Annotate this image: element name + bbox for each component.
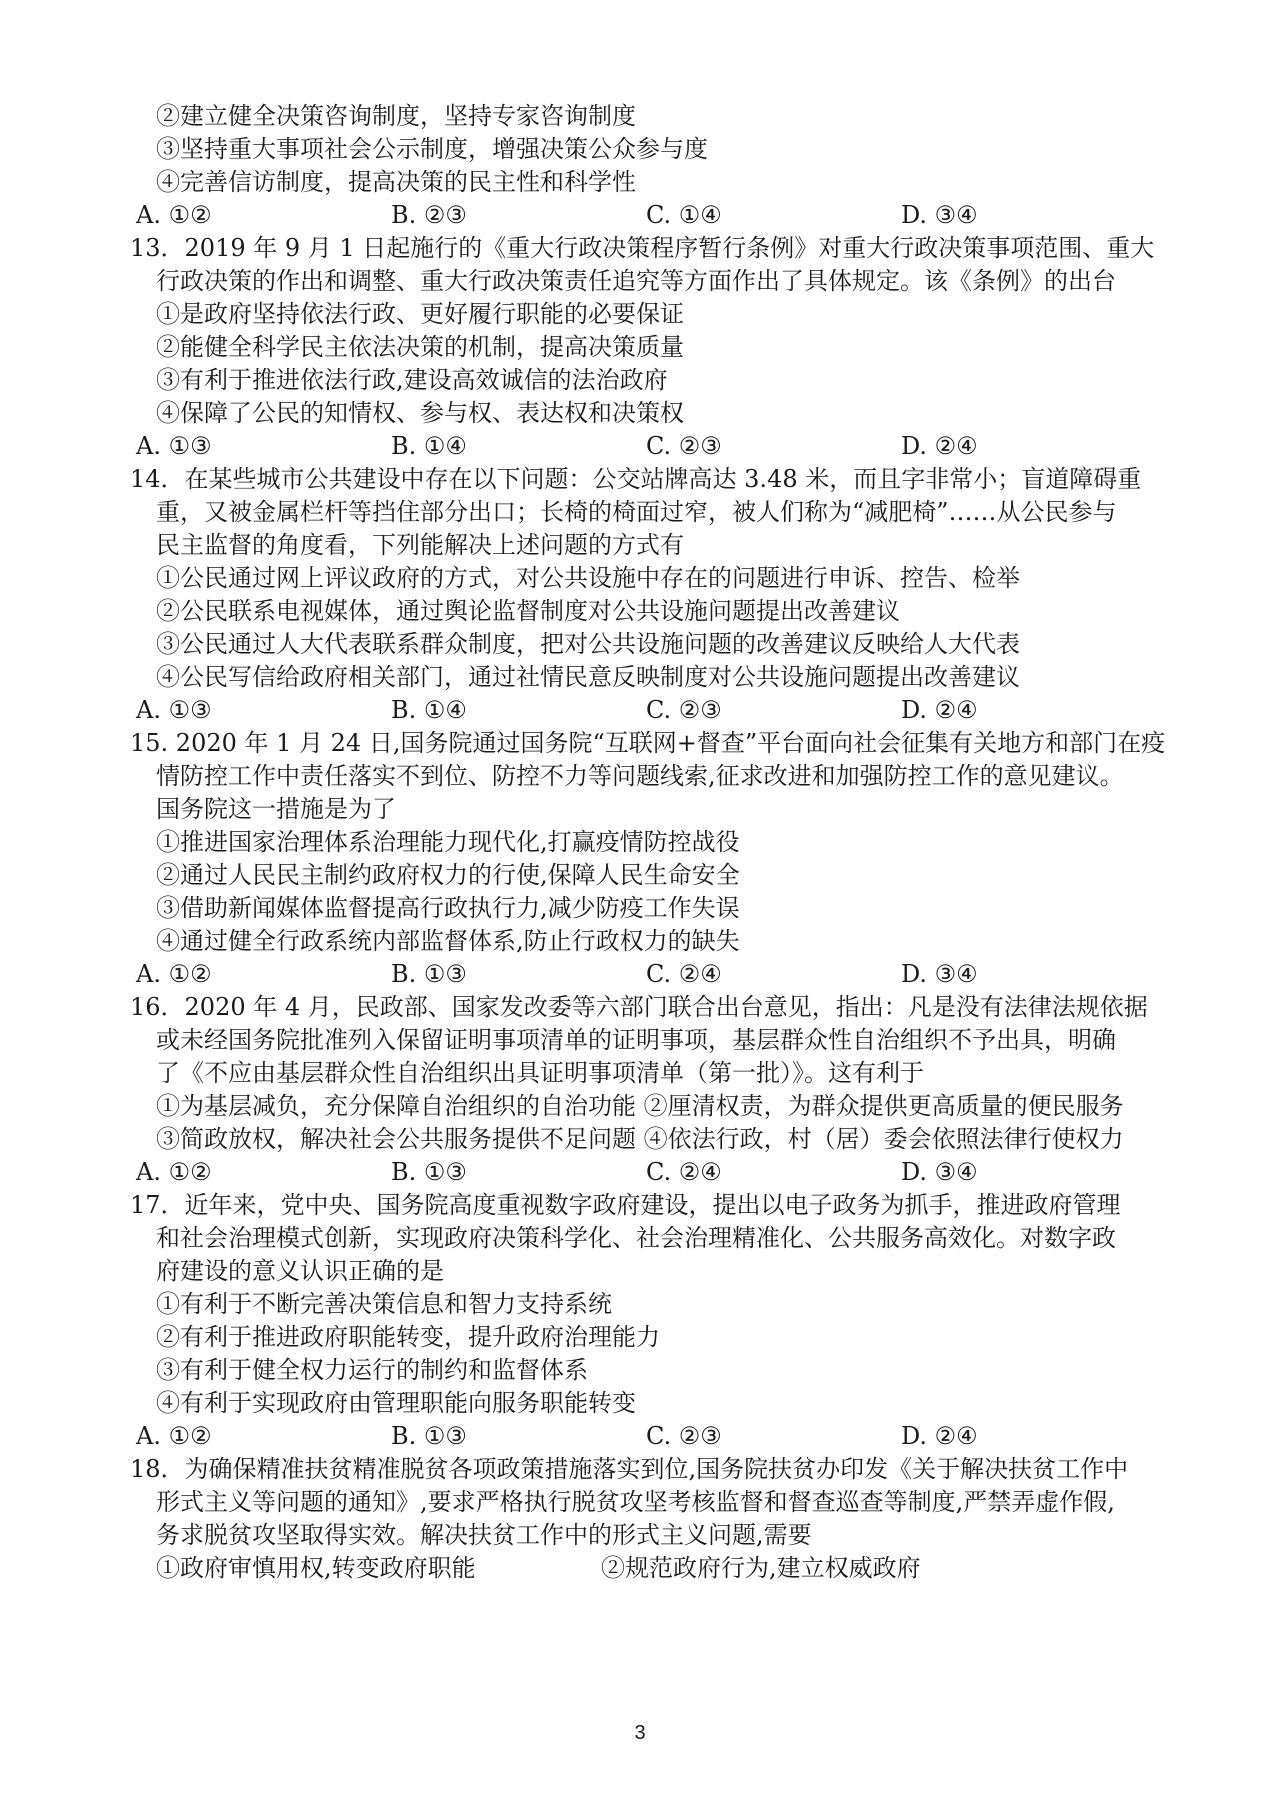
question-stem: 行政决策的作出和调整、重大行政决策责任追究等方面作出了具体规定。该《条例》的出台 bbox=[156, 267, 1116, 295]
option-line: ③有利于推进依法行政,建设高效诚信的法治政府 bbox=[156, 366, 668, 394]
option-line: ②通过人民民主制约政府权力的行使,保障人民生命安全 bbox=[156, 861, 740, 889]
option-line: ④通过健全行政系统内部监督体系,防止行政权力的缺失 bbox=[156, 927, 740, 955]
choice-b: B. ①③ bbox=[391, 1422, 467, 1450]
question-stem: 务求脱贫攻坚取得实效。解决扶贫工作中的形式主义问题,需要 bbox=[156, 1521, 812, 1549]
answer-choices bbox=[130, 958, 1190, 991]
question-stem: 了《不应由基层群众性自治组织出具证明事项清单（第一批）》。这有利于 bbox=[156, 1059, 924, 1087]
question-stem: 16．2020 年 4 月，民政部、国家发改委等六部门联合出台意见，指出：凡是没有法律法规依据 bbox=[130, 993, 1148, 1021]
choice-b: B. ①④ bbox=[391, 696, 467, 724]
choice-b: B. ①③ bbox=[391, 960, 467, 988]
answer-choices bbox=[130, 430, 1190, 463]
option-line: ②公民联系电视媒体，通过舆论监督制度对公共设施问题提出改善建议 bbox=[156, 597, 900, 625]
option-line: ②有利于推进政府职能转变，提升政府治理能力 bbox=[156, 1323, 660, 1351]
option-line: ①为基层减负，充分保障自治组织的自治功能 ②厘清权责，为群众提供更高质量的便民服务 bbox=[156, 1092, 1124, 1120]
choice-a: A. ①② bbox=[136, 1158, 212, 1186]
option-line: ④完善信访制度，提高决策的民主性和科学性 bbox=[156, 168, 636, 196]
question-stem: 重，又被金属栏杆等挡住部分出口；长椅的椅面过窄，被人们称为“减肥椅”……从公民参与 bbox=[156, 498, 1117, 526]
answer-choices bbox=[130, 1420, 1190, 1453]
question-stem: 14．在某些城市公共建设中存在以下问题：公交站牌高达 3.48 米，而且字非常小；盲道障碍重 bbox=[130, 465, 1142, 493]
option-line: ③有利于健全权力运行的制约和监督体系 bbox=[156, 1356, 588, 1384]
answer-choices bbox=[130, 1156, 1190, 1189]
choice-b: B. ①④ bbox=[391, 432, 467, 460]
option-line: ②建立健全决策咨询制度，坚持专家咨询制度 bbox=[156, 102, 636, 130]
choice-c: C. ①④ bbox=[646, 201, 722, 229]
option-line: ③借助新闻媒体监督提高行政执行力,减少防疫工作失误 bbox=[156, 894, 740, 922]
question-17 bbox=[130, 1189, 1190, 1453]
question-15 bbox=[130, 727, 1190, 991]
option-line: ①有利于不断完善决策信息和智力支持系统 bbox=[156, 1290, 612, 1318]
question-stem: 国务院这一措施是为了 bbox=[156, 795, 396, 823]
choice-d: D. ③④ bbox=[901, 201, 978, 229]
question-stem: 形式主义等问题的通知》,要求严格执行脱贫攻坚考核监督和督查巡查等制度,严禁弄虚作假, bbox=[156, 1488, 1115, 1516]
option-line: ①是政府坚持依法行政、更好履行职能的必要保证 bbox=[156, 300, 684, 328]
choice-d: D. ②④ bbox=[901, 1422, 978, 1450]
question-stem: 和社会治理模式创新，实现政府决策科学化、社会治理精准化、公共服务高效化。对数字政 bbox=[156, 1224, 1116, 1252]
question-stem: 17．近年来，党中央、国务院高度重视数字政府建设，提出以电子政务为抓手，推进政府管理 bbox=[130, 1191, 1121, 1219]
option-pair bbox=[130, 1552, 1190, 1585]
option-line: ①政府审慎用权,转变政府职能 bbox=[156, 1554, 476, 1582]
choice-c: C. ②③ bbox=[646, 432, 722, 460]
question-14 bbox=[130, 463, 1190, 727]
answer-choices bbox=[130, 694, 1190, 727]
choice-c: C. ②④ bbox=[646, 1158, 722, 1186]
choice-b: B. ①③ bbox=[391, 1158, 467, 1186]
choice-d: D. ③④ bbox=[901, 960, 978, 988]
choice-d: D. ③④ bbox=[901, 1158, 978, 1186]
choice-c: C. ②④ bbox=[646, 960, 722, 988]
option-line: ④公民写信给政府相关部门，通过社情民意反映制度对公共设施问题提出改善建议 bbox=[156, 663, 1020, 691]
option-line: ④保障了公民的知情权、参与权、表达权和决策权 bbox=[156, 399, 684, 427]
question-stem: 或未经国务院批准列入保留证明事项清单的证明事项，基层群众性自治组织不予出具，明确 bbox=[156, 1026, 1116, 1054]
option-line: ②规范政府行为,建立权威政府 bbox=[601, 1554, 921, 1582]
choice-d: D. ②④ bbox=[901, 432, 978, 460]
answer-choices bbox=[130, 199, 1190, 232]
page-number: 3 bbox=[634, 1722, 646, 1744]
question-18 bbox=[130, 1453, 1190, 1585]
option-line: ①公民通过网上评议政府的方式，对公共设施中存在的问题进行申诉、控告、检举 bbox=[156, 564, 1020, 592]
question-stem: 府建设的意义认识正确的是 bbox=[156, 1257, 444, 1285]
choice-a: A. ①③ bbox=[136, 696, 212, 724]
question-stem: 情防控工作中责任落实不到位、防控不力等问题线索,征求改进和加强防控工作的意见建议。 bbox=[156, 762, 1124, 790]
question-12-tail bbox=[130, 100, 1190, 232]
choice-a: A. ①② bbox=[136, 960, 212, 988]
option-line: ③公民通过人大代表联系群众制度，把对公共设施问题的改善建议反映给人大代表 bbox=[156, 630, 1020, 658]
choice-c: C. ②③ bbox=[646, 1422, 722, 1450]
question-stem: 13．2019 年 9 月 1 日起施行的《重大行政决策程序暂行条例》对重大行政决策事项范围、重大 bbox=[130, 234, 1155, 262]
question-16 bbox=[130, 991, 1190, 1189]
option-line: ②能健全科学民主依法决策的机制，提高决策质量 bbox=[156, 333, 684, 361]
question-stem: 民主监督的角度看，下列能解决上述问题的方式有 bbox=[156, 531, 684, 559]
option-line: ③简政放权，解决社会公共服务提供不足问题 ④依法行政，村（居）委会依照法律行使权力 bbox=[156, 1125, 1124, 1153]
option-line: ④有利于实现政府由管理职能向服务职能转变 bbox=[156, 1389, 636, 1417]
choice-d: D. ②④ bbox=[901, 696, 978, 724]
choice-a: A. ①② bbox=[136, 201, 212, 229]
question-stem: 18．为确保精准扶贫精准脱贫各项政策措施落实到位,国务院扶贫办印发《关于解决扶贫工作中 bbox=[130, 1455, 1129, 1483]
choice-c: C. ②③ bbox=[646, 696, 722, 724]
question-stem: 15. 2020 年 1 月 24 日,国务院通过国务院“互联网+督查”平台面向社会征集有关地方和部门在疫 bbox=[130, 729, 1166, 757]
question-13 bbox=[130, 232, 1190, 463]
option-line: ①推进国家治理体系治理能力现代化,打赢疫情防控战役 bbox=[156, 828, 740, 856]
choice-a: A. ①③ bbox=[136, 432, 212, 460]
choice-a: A. ①② bbox=[136, 1422, 212, 1450]
option-line: ③坚持重大事项社会公示制度，增强决策公众参与度 bbox=[156, 135, 708, 163]
page-content bbox=[130, 100, 1190, 1585]
choice-b: B. ②③ bbox=[391, 201, 467, 229]
